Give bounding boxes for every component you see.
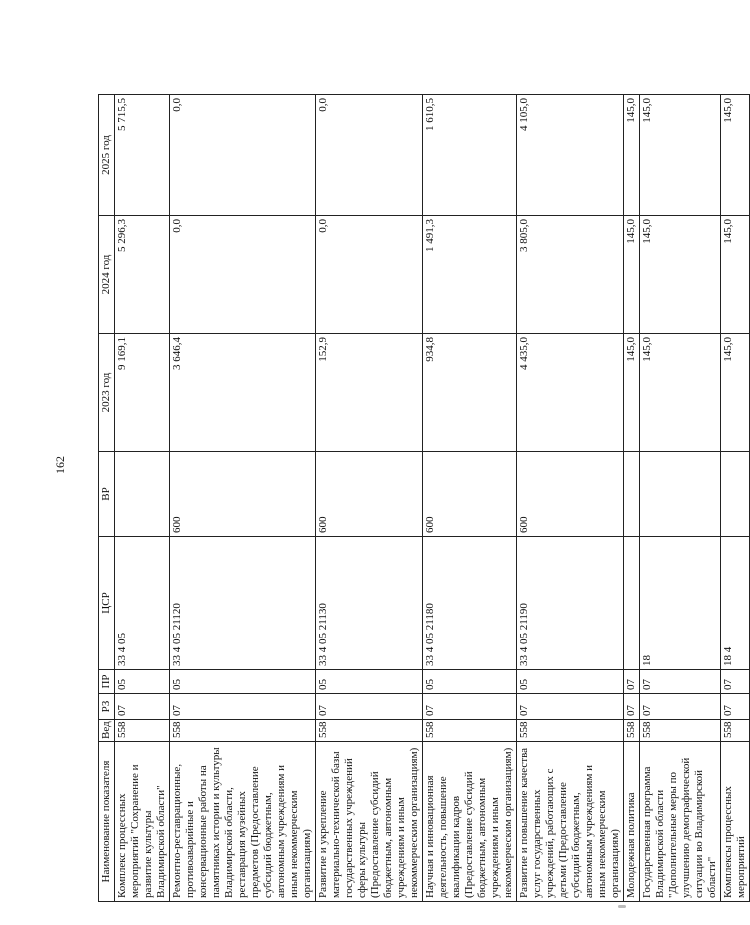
cell-csr: 33 4 05 [115, 537, 170, 670]
cell-name: Молодежная политика [624, 742, 640, 902]
cell-rz: 07 [624, 694, 640, 720]
cell-csr: 18 [640, 537, 721, 670]
header-vr: ВР [99, 452, 115, 537]
cell-ved: 558 [423, 720, 517, 742]
cell-name: Развитие и повышение качества услуг государственных учреждений, работающих с детьми (Предоставление субсидий бюджетным, автономным учреждениям и иным некоммерческим организациям) [517, 742, 624, 902]
cell-2024: 3 805,0 [517, 216, 624, 334]
table-row [517, 95, 624, 902]
cell-name: Развитие и укрепление материально-технической базы государственных учреждений сферы культуры (Предоставление субсидий бюджетным, автономным учреждениям и иным некоммерческим организациям) [316, 742, 423, 902]
cell-2023: 145,0 [640, 334, 721, 452]
cell-pr: 05 [517, 670, 624, 694]
cell-ved: 558 [170, 720, 316, 742]
table-row [624, 95, 640, 902]
cell-2023: 152,9 [316, 334, 423, 452]
cell-pr: 07 [640, 670, 721, 694]
cell-2025: 0,0 [170, 95, 316, 216]
header-year-2025: 2025 год [99, 95, 115, 216]
cell-csr: 18 4 [721, 537, 750, 670]
cell-rz: 07 [517, 694, 624, 720]
table-row [423, 95, 517, 902]
cell-2025: 1 610,5 [423, 95, 517, 216]
table-header-row [99, 95, 115, 902]
cell-2023: 145,0 [624, 334, 640, 452]
cell-rz: 07 [640, 694, 721, 720]
cell-vr: 600 [316, 452, 423, 537]
cell-rz: 07 [721, 694, 750, 720]
cell-2023: 934,8 [423, 334, 517, 452]
cell-2024: 0,0 [170, 216, 316, 334]
cell-rz: 07 [170, 694, 316, 720]
cell-name: Комплексы процессных мероприятий [721, 742, 750, 902]
cell-name: Ремонтно-реставрационные, противоаварийные и консервационные работы на памятниках истории и культуры Владимирской области, реставрация музейных предметов (Предоставление субсидий бюджетным, автономным учреждениям и иным некоммерческим организациям) [170, 742, 316, 902]
cell-2023: 9 169,1 [115, 334, 170, 452]
table-row [170, 95, 316, 902]
cell-pr: 05 [316, 670, 423, 694]
cell-2023: 4 435,0 [517, 334, 624, 452]
cell-2024: 1 491,3 [423, 216, 517, 334]
cell-ved: 558 [640, 720, 721, 742]
cell-ved: 558 [624, 720, 640, 742]
cell-ved: 558 [517, 720, 624, 742]
table-row [316, 95, 423, 902]
cell-pr: 05 [170, 670, 316, 694]
cell-name: Государственная программа Владимирской области "Дополнительные меры по улучшению демографической ситуации во Владимирской области" [640, 742, 721, 902]
cell-pr: 05 [423, 670, 517, 694]
header-pr: ПР [99, 670, 115, 694]
cell-2024: 145,0 [640, 216, 721, 334]
cell-csr: 33 4 05 21130 [316, 537, 423, 670]
cell-csr: 33 4 05 21180 [423, 537, 517, 670]
cell-pr: 07 [624, 670, 640, 694]
rotated-page-content [98, 95, 747, 902]
cell-name: Комплекс процессных мероприятий "Сохранение и развитие культуры Владимирской области" [115, 742, 170, 902]
cell-pr: 05 [115, 670, 170, 694]
header-year-2024: 2024 год [99, 216, 115, 334]
cell-vr [115, 452, 170, 537]
cell-2024: 145,0 [721, 216, 750, 334]
cell-2024: 5 296,3 [115, 216, 170, 334]
cell-2025: 145,0 [640, 95, 721, 216]
scan-mark [618, 905, 626, 908]
cell-csr [624, 537, 640, 670]
cell-ved: 558 [316, 720, 423, 742]
cell-2023: 3 646,4 [170, 334, 316, 452]
cell-rz: 07 [423, 694, 517, 720]
cell-csr: 33 4 05 21120 [170, 537, 316, 670]
cell-vr: 600 [170, 452, 316, 537]
cell-2024: 145,0 [624, 216, 640, 334]
cell-2025: 4 105,0 [517, 95, 624, 216]
cell-2025: 5 715,5 [115, 95, 170, 216]
cell-2023: 145,0 [721, 334, 750, 452]
cell-rz: 07 [316, 694, 423, 720]
cell-2025: 0,0 [316, 95, 423, 216]
table-row [721, 95, 750, 902]
cell-ved: 558 [721, 720, 750, 742]
cell-vr [721, 452, 750, 537]
budget-table [98, 94, 750, 902]
header-name: Наименование показателя [99, 742, 115, 902]
cell-name: Научная и инновационная деятельность, повышение квалификации кадров (Предоставление субсидий бюджетным, автономным учреждениям и иным некоммерческим организациям) [423, 742, 517, 902]
table-row [640, 95, 721, 902]
cell-rz: 07 [115, 694, 170, 720]
cell-2024: 0,0 [316, 216, 423, 334]
header-ved: Вед [99, 720, 115, 742]
header-csr: ЦСР [99, 537, 115, 670]
header-year-2023: 2023 год [99, 334, 115, 452]
table-row [115, 95, 170, 902]
cell-vr: 600 [517, 452, 624, 537]
page-number: 162 [53, 456, 67, 474]
cell-vr [640, 452, 721, 537]
cell-ved: 558 [115, 720, 170, 742]
cell-2025: 145,0 [721, 95, 750, 216]
header-rz: РЗ [99, 694, 115, 720]
cell-vr [624, 452, 640, 537]
cell-vr: 600 [423, 452, 517, 537]
cell-csr: 33 4 05 21190 [517, 537, 624, 670]
cell-2025: 145,0 [624, 95, 640, 216]
cell-pr: 07 [721, 670, 750, 694]
